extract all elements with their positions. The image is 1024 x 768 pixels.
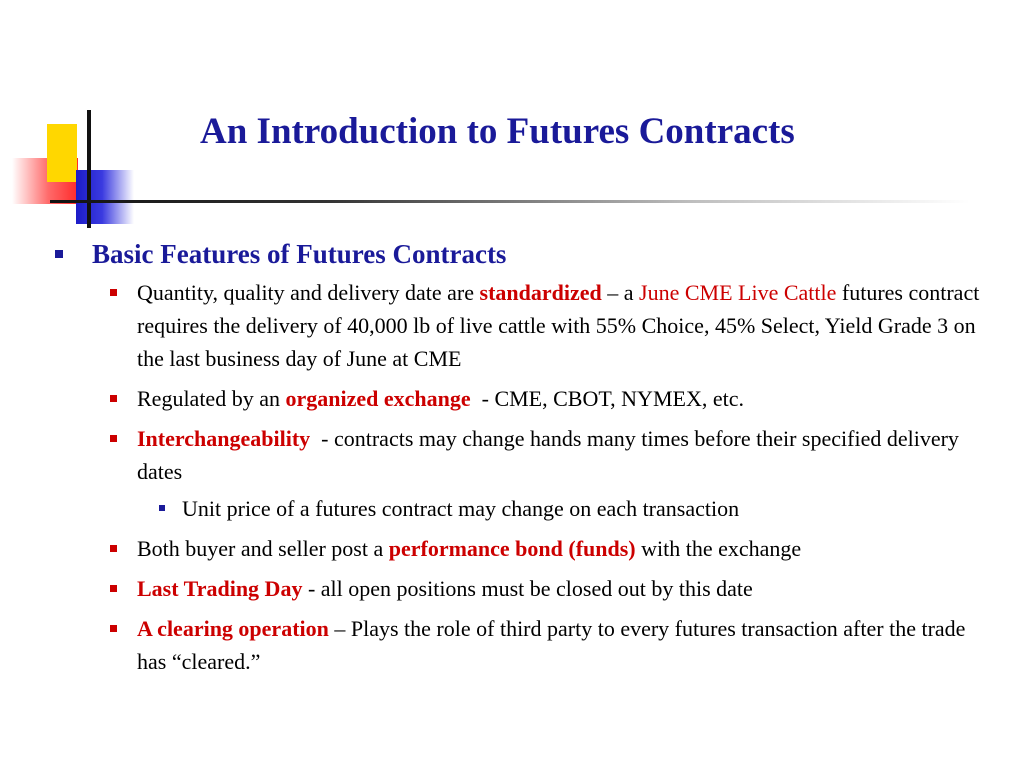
bullet-text: - contracts may change hands many times before their specified delivery dates [137, 426, 965, 484]
bullet-interchangeability [137, 422, 999, 488]
bullet-regulated [137, 382, 999, 415]
bullet-text: - all open positions must be closed out by this date [302, 576, 753, 601]
bullet-text: Quantity, quality and delivery date are [137, 280, 480, 305]
square-bullet-icon [110, 545, 117, 552]
keyword-clearing-operation: A clearing operation [137, 616, 329, 641]
slide-body [0, 234, 1024, 678]
keyword-last-trading-day: Last Trading Day [137, 576, 303, 601]
keyword-interchangeability: Interchangeability [137, 426, 311, 451]
bullet-text: with the exchange [635, 536, 802, 561]
keyword-june-cme-live-cattle: June CME Live Cattle [639, 280, 837, 305]
keyword-organized-exchange: organized exchange [285, 386, 471, 411]
bullet-text: Regulated by an [137, 386, 286, 411]
decor-vertical-line [87, 110, 91, 228]
square-bullet-icon [159, 505, 165, 511]
bullet-clearing-operation [137, 612, 999, 678]
heading-text: Basic Features of Futures Contracts [92, 239, 507, 269]
bullet-text: Both buyer and seller post a [137, 536, 389, 561]
bullet-text: – Plays the role of third party to every futures transaction after the trade has “cleared.” [137, 616, 966, 674]
square-bullet-icon [110, 289, 117, 296]
title-underline [50, 200, 970, 203]
square-bullet-icon [110, 435, 117, 442]
bullet-text: futures contract requires the delivery of 40,000 lb of live cattle with 55% Choice, 45% Select, Yield Grade 3 on the last business day of June at CME [137, 280, 980, 371]
bullet-last-trading-day [137, 572, 999, 605]
square-bullet-icon [110, 625, 117, 632]
slide-title: An Introduction to Futures Contracts [200, 111, 795, 152]
square-bullet-icon [110, 585, 117, 592]
bullet-standardized [137, 276, 999, 375]
heading-basic-features [92, 234, 992, 274]
decor-blue-square [76, 170, 134, 224]
keyword-performance-bond: performance bond (funds) [388, 536, 636, 561]
bullet-text: - CME, CBOT, NYMEX, etc. [470, 386, 744, 411]
sub-bullet-unit-price [182, 492, 1002, 525]
square-bullet-icon [55, 250, 63, 258]
bullet-text: – a [601, 280, 640, 305]
bullet-text: Unit price of a futures contract may change on each transaction [182, 496, 740, 521]
keyword-standardized: standardized [479, 280, 602, 305]
bullet-performance-bond [137, 532, 999, 565]
square-bullet-icon [110, 395, 117, 402]
decor-yellow-square [47, 124, 77, 182]
